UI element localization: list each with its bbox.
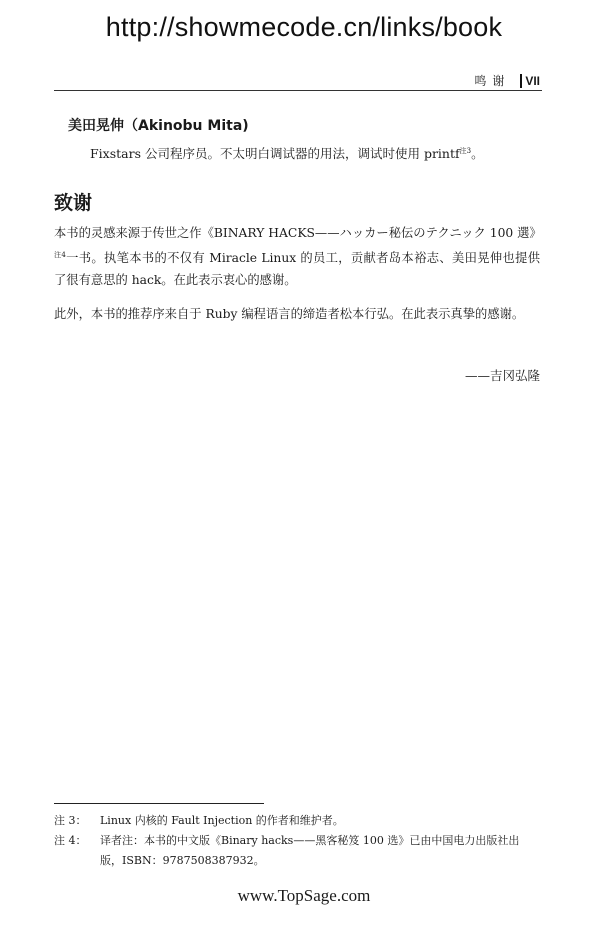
footnote-rule — [54, 803, 264, 804]
watermark-url: http://showmecode.cn/links/book — [105, 12, 503, 42]
footnote-4 — [54, 831, 540, 871]
acknowledgement-paragraph-1 — [54, 222, 540, 291]
header-rule — [54, 90, 542, 91]
contributor-description-end: 。 — [471, 146, 484, 161]
section-title: 致谢 — [54, 192, 93, 214]
footnote-3 — [54, 811, 540, 831]
footnote-ref-4[interactable]: 注4 — [54, 251, 66, 259]
author-signature: ——吉冈弘隆 — [464, 368, 540, 383]
footer-url: www.TopSage.com — [237, 886, 371, 905]
page-number: VII — [520, 74, 540, 88]
footnotes — [54, 811, 540, 871]
footnote-mark: 注 3： — [54, 814, 87, 827]
running-header — [474, 72, 540, 89]
acknowledgement-paragraph-2: 此外，本书的推荐序来自于 Ruby 编程语言的缔造者松本行弘。在此表示真挚的感谢。 — [54, 307, 525, 321]
paragraph-1-end: 一书。执笔本书的不仅有 Miracle Linux 的员工，贡献者岛本裕志、美田晃伸也提供了很有意思的 hack。在此表示衷心的感谢。 — [54, 251, 540, 287]
chapter-title: 鸣谢 — [474, 74, 511, 88]
contributor-description — [90, 144, 550, 162]
footnote-text: 译者注：本书的中文版《Binary hacks——黑客秘笈 100 选》已由中国电力出版社出版，ISBN：9787508387932。 — [100, 834, 520, 867]
paragraph-1-start: 本书的灵感来源于传世之作《BINARY HACKS——ハッカー秘伝のテクニック 100 選》 — [54, 226, 542, 240]
contributor-description-text: Fixstars 公司程序员。不太明白调试器的用法，调试时使用 printf — [90, 146, 460, 161]
contributor-name: 美田晃伸（Akinobu Mita) — [68, 118, 249, 134]
footnote-text: Linux 内核的 Fault Injection 的作者和维护者。 — [100, 814, 344, 827]
footnote-mark: 注 4： — [54, 834, 87, 847]
footnote-ref-3[interactable]: 注3 — [459, 147, 472, 155]
